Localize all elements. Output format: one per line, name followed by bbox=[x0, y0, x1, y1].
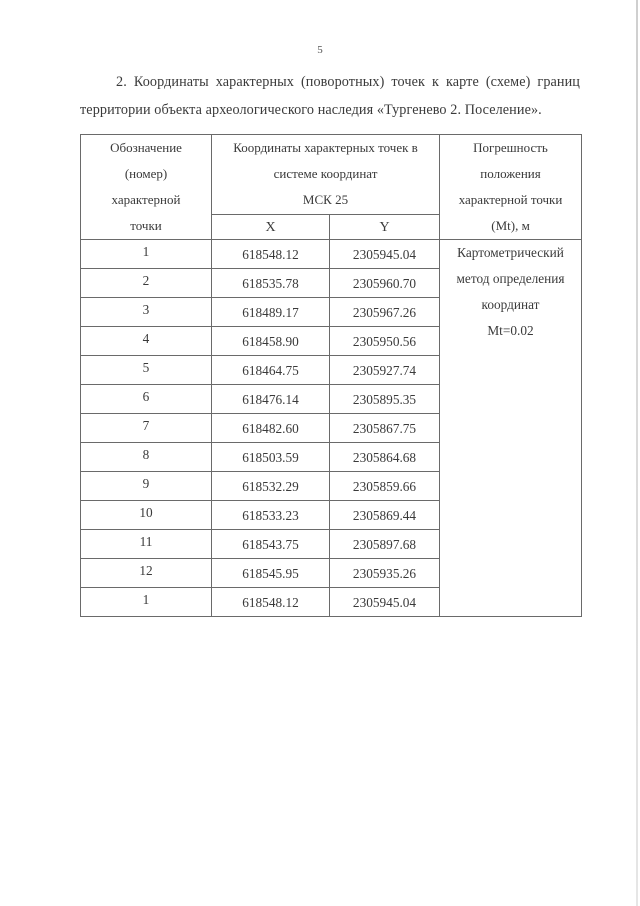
x-cell: 618548.12 bbox=[212, 588, 330, 617]
header-error-label: Погрешность положения характерной точки (Mt), м bbox=[440, 135, 582, 240]
y-cell: 2305960.70 bbox=[330, 269, 440, 298]
point-cell: 5 bbox=[81, 356, 212, 385]
point-cell: 4 bbox=[81, 327, 212, 356]
x-cell: 618482.60 bbox=[212, 414, 330, 443]
header-point-label: Обозначение (номер) характерной точки bbox=[81, 135, 212, 240]
point-cell: 1 bbox=[81, 588, 212, 617]
x-cell: 618503.59 bbox=[212, 443, 330, 472]
x-cell: 618458.90 bbox=[212, 327, 330, 356]
page-number: 5 bbox=[317, 44, 323, 56]
x-cell: 618464.75 bbox=[212, 356, 330, 385]
y-cell: 2305895.35 bbox=[330, 385, 440, 414]
x-cell: 618476.14 bbox=[212, 385, 330, 414]
scan-edge bbox=[636, 0, 638, 906]
method-cell: Картометрический метод определения координат Mt=0.02 bbox=[440, 240, 582, 617]
x-cell: 618532.29 bbox=[212, 472, 330, 501]
y-cell: 2305864.68 bbox=[330, 443, 440, 472]
y-cell: 2305945.04 bbox=[330, 240, 440, 269]
point-cell: 1 bbox=[81, 240, 212, 269]
point-cell: 10 bbox=[81, 501, 212, 530]
y-cell: 2305935.26 bbox=[330, 559, 440, 588]
point-cell: 6 bbox=[81, 385, 212, 414]
y-cell: 2305950.56 bbox=[330, 327, 440, 356]
y-cell: 2305967.26 bbox=[330, 298, 440, 327]
point-cell: 7 bbox=[81, 414, 212, 443]
header-coords-label: Координаты характерных точек в системе координат МСК 25 bbox=[212, 135, 440, 215]
intro-paragraph: 2. Координаты характерных (поворотных) точек к карте (схеме) границ территории объекта археологического наследия «Тургенево 2. Поселение». bbox=[80, 74, 580, 118]
table-row bbox=[81, 240, 582, 269]
y-cell: 2305897.68 bbox=[330, 530, 440, 559]
x-cell: 618535.78 bbox=[212, 269, 330, 298]
point-cell: 8 bbox=[81, 443, 212, 472]
y-cell: 2305945.04 bbox=[330, 588, 440, 617]
point-cell: 9 bbox=[81, 472, 212, 501]
point-cell: 3 bbox=[81, 298, 212, 327]
y-cell: 2305869.44 bbox=[330, 501, 440, 530]
coordinates-table bbox=[80, 134, 582, 617]
x-cell: 618489.17 bbox=[212, 298, 330, 327]
x-cell: 618533.23 bbox=[212, 501, 330, 530]
y-cell: 2305927.74 bbox=[330, 356, 440, 385]
x-cell: 618545.95 bbox=[212, 559, 330, 588]
header-y: Y bbox=[330, 215, 440, 240]
point-cell: 12 bbox=[81, 559, 212, 588]
x-cell: 618548.12 bbox=[212, 240, 330, 269]
y-cell: 2305859.66 bbox=[330, 472, 440, 501]
point-cell: 11 bbox=[81, 530, 212, 559]
x-cell: 618543.75 bbox=[212, 530, 330, 559]
header-x: X bbox=[212, 215, 330, 240]
point-cell: 2 bbox=[81, 269, 212, 298]
y-cell: 2305867.75 bbox=[330, 414, 440, 443]
